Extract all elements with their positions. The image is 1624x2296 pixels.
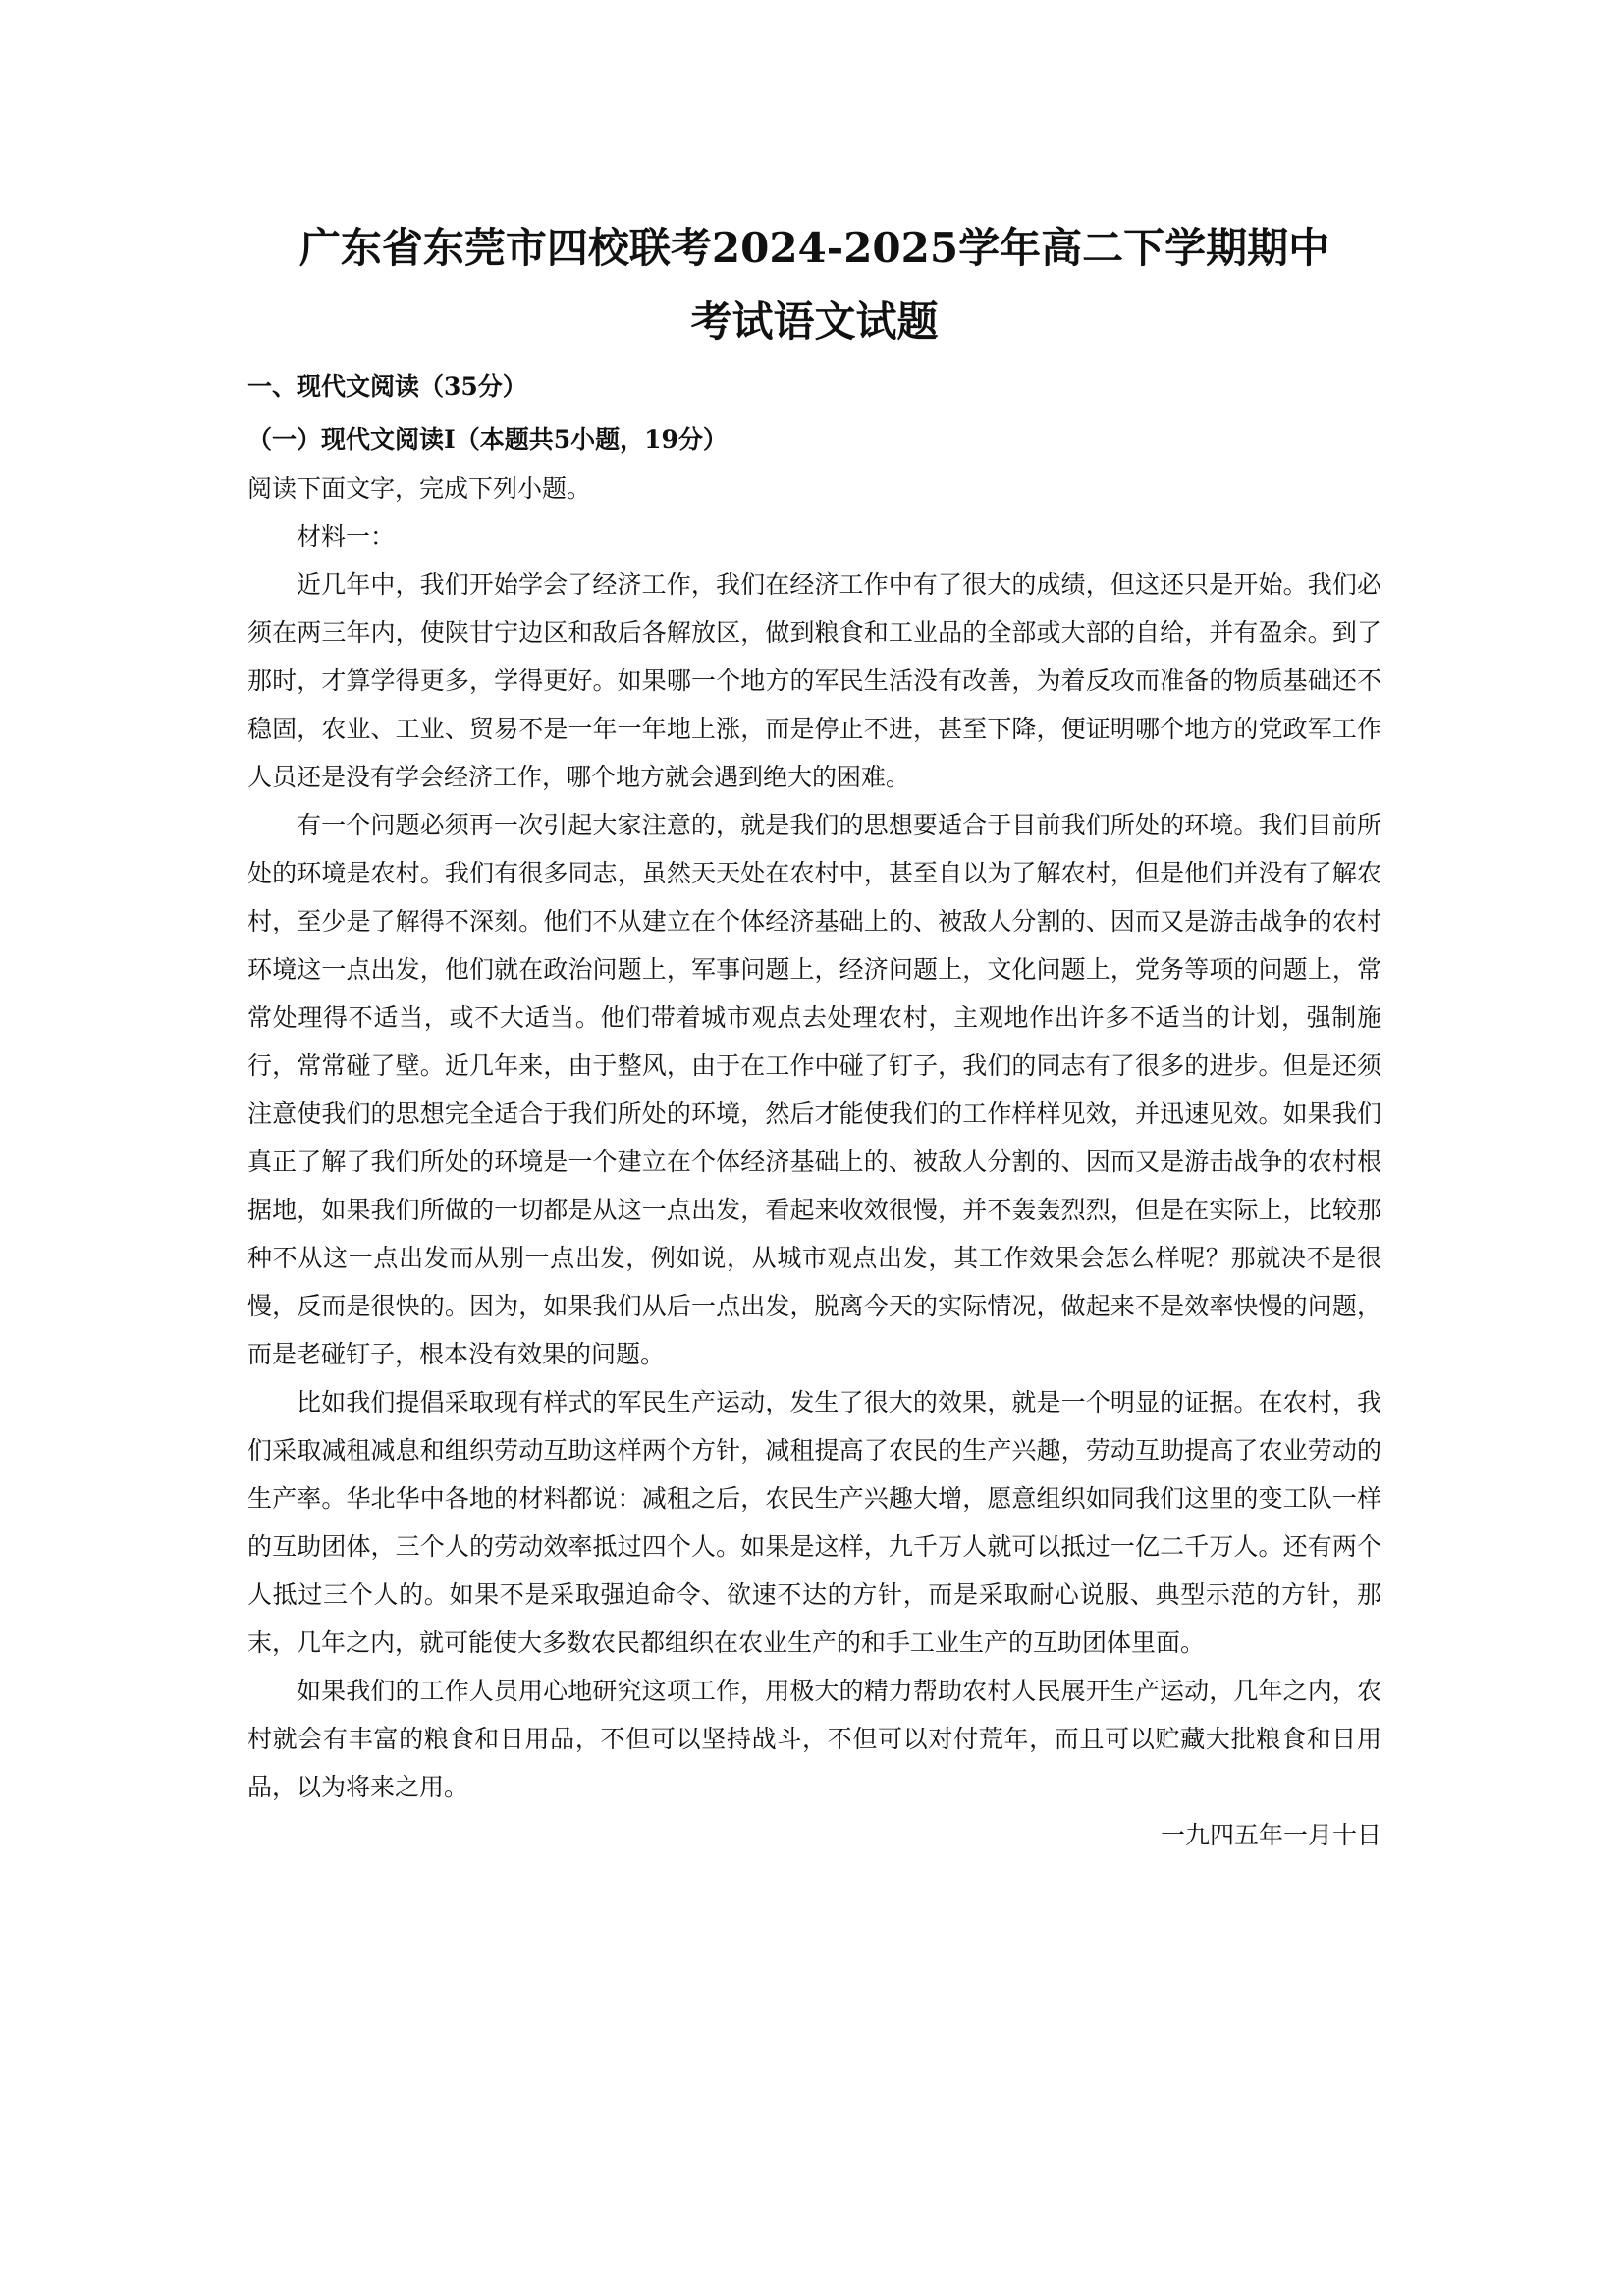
exam-title	[247, 211, 1381, 358]
instruction-text: 阅读下面文字，完成下列小题。	[247, 474, 592, 503]
paragraph-4: 如果我们的工作人员用心地研究这项工作，用极大的精力帮助农村人民展开生产运动，几年之内，农村就会有丰富的粮食和日用品，不但可以坚持战斗，不但可以对付荒年，而且可以贮藏大批粮食和日用品，以为将来之用。	[247, 1677, 1381, 1801]
paragraph-3: 比如我们提倡采取现有样式的军民生产运动，发生了很大的效果，就是一个明显的证据。在农村，我们采取减租减息和组织劳动互助这样两个方针，减租提高了农民的生产兴趣，劳动互助提高了农业劳动的生产率。华北华中各地的材料都说：减租之后，农民生产兴趣大增，愿意组织如同我们这里的变工队一样的互助团体，三个人的劳动效率抵过四个人。如果是这样，九千万人就可以抵过一亿二千万人。还有两个人抵过三个人的。如果不是采取强迫命令、欲速不达的方针，而是采取耐心说服、典型示范的方针，那末，几年之内，就可能使大多数农民都组织在农业生产的和手工业生产的互助团体里面。	[247, 1388, 1381, 1657]
paragraph-1: 近几年中，我们开始学会了经济工作，我们在经济工作中有了很大的成绩，但这还只是开始。我们必须在两三年内，使陕甘宁边区和敌后各解放区，做到粮食和工业品的全部或大部的自给，并有盈余。到了那时，才算学得更多，学得更好。如果哪一个地方的军民生活没有改善，为着反攻而准备的物质基础还不稳固，农业、工业、贸易不是一年一年地上涨，而是停止不进，甚至下降，便证明哪个地方的党政军工作人员还是没有学会经济工作，哪个地方就会遇到绝大的困难。	[247, 570, 1381, 791]
subsection-heading: （一）现代文阅读Ⅰ（本题共5小题，19分）	[247, 425, 728, 454]
document-date: 一九四五年一月十日	[1160, 1821, 1381, 1849]
paragraph-2: 有一个问题必须再一次引起大家注意的，就是我们的思想要适合于目前我们所处的环境。我们目前所处的环境是农村。我们有很多同志，虽然天天处在农村中，甚至自以为了解农村，但是他们并没有了解农村，至少是了解得不深刻。他们不从建立在个体经济基础上的、被敌人分割的、因而又是游击战争的农村环境这一点出发，他们就在政治问题上，军事问题上，经济问题上，文化问题上，党务等项的问题上，常常处理得不适当，或不大适当。他们带着城市观点去处理农村，主观地作出许多不适当的计划，强制施行，常常碰了壁。近几年来，由于整风，由于在工作中碰了钉子，我们的同志有了很多的进步。但是还须注意使我们的思想完全适合于我们所处的环境，然后才能使我们的工作样样见效，并迅速见效。如果我们真正了解了我们所处的环境是一个建立在个体经济基础上的、被敌人分割的、因而又是游击战争的农村根据地，如果我们所做的一切都是从这一点出发，看起来收效很慢，并不轰轰烈烈，但是在实际上，比较那种不从这一点出发而从别一点出发，例如说，从城市观点出发，其工作效果会怎么样呢？那就决不是很慢，反而是很快的。因为，如果我们从后一点出发，脱离今天的实际情况，做起来不是效率快慢的问题，而是老碰钉子，根本没有效果的问题。	[247, 811, 1381, 1368]
title-line-1: 广东省东莞市四校联考2024-2025学年高二下学期期中	[298, 224, 1330, 272]
section-heading: 一、现代文阅读（35分）	[247, 372, 527, 400]
title-line-2: 考试语文试题	[690, 297, 939, 346]
material-label: 材料一：	[297, 522, 396, 551]
